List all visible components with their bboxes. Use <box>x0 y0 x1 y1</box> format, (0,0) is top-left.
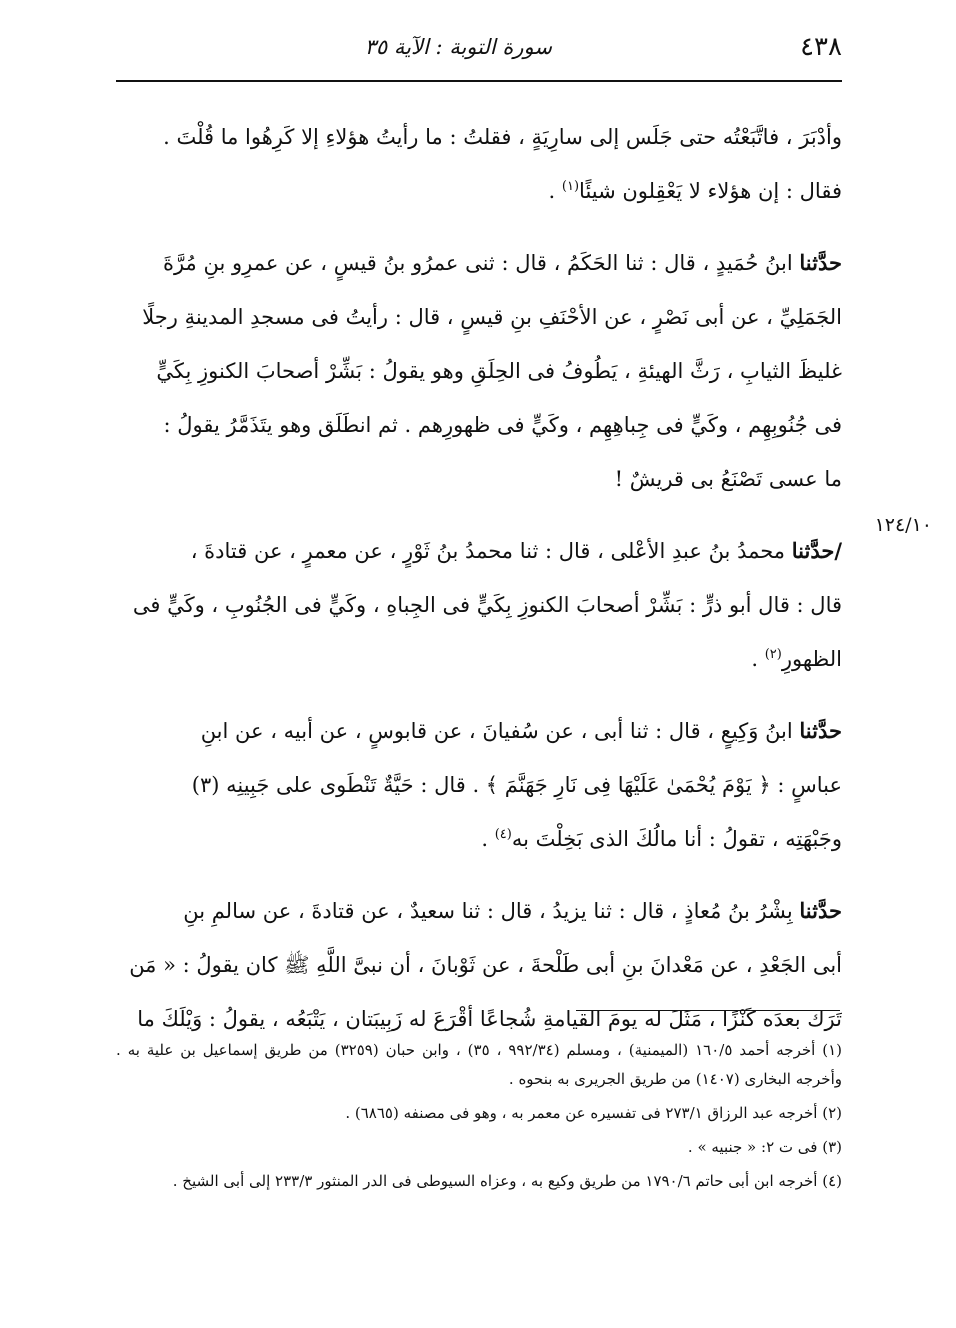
line-text: تَرَك بعدَه كَنْزًا ، مَثَلَ له يومَ القيامةِ شُجاعًا أقْرَعَ له زَبِيبَتان ، يَتْبَعُه ، يقولُ : وَيْلَكَ ما <box>137 1007 842 1031</box>
text-line <box>116 578 842 632</box>
footnote-3: (٣) فى ت ٢: « جنبيه » . <box>687 1138 842 1156</box>
line-text: ابنُ حُمَيدٍ ، قال : ثنا الحَكَمُ ، قال : ثنى عمرُو بنُ قيسٍ ، عن عمرِو بنِ مُرَّةَ <box>162 251 800 275</box>
text-line <box>116 344 842 398</box>
line-text: فى جُنُوبِهِم ، وكَيٍّ فى جِباهِهِم ، وكَيٍّ فى ظهورِهم . ثم انطَلَق وهو يتَذَمَّرُ يقولُ : <box>163 413 842 437</box>
line-text: الظهورِ <box>781 647 842 671</box>
paragraph-lead: /حدَّثنا <box>791 538 842 563</box>
footnote-rule <box>576 1010 840 1011</box>
text-line <box>116 452 842 506</box>
text-line <box>116 398 842 452</box>
paragraph-lead: حدَّثنا <box>799 718 842 743</box>
line-text: عباسٍ : ﴿ يَوْمَ يُحْمَىٰ عَلَيْهَا فِى نَارِ جَهَنَّمَ ﴾ . قال : حَيَّةٌ تَنْطَوى على جَبِينِه (٣) <box>191 773 842 797</box>
line-text: قال : قال أبو ذرٍّ : بَشِّرْ أصحابَ الكنوزِ بِكَيٍّ فى الجِباهِ ، وكَيٍّ فى الجُنُوبِ ، وكَيٍّ فى <box>132 593 842 617</box>
text-line <box>116 290 842 344</box>
paragraph-5 <box>116 884 842 1046</box>
footnote-1: (١) أخرجه أحمد ١٦٠/٥ (الميمنية) ، ومسلم (٩٩٢/٣٤ ، ٣٥) ، وابن حبان (٣٢٥٩) من طريق إسماعيل بن علية به . وأخرجه البخارى (١٤٠٧) من طريق الجريرى به بنحوه . <box>116 1041 842 1088</box>
paragraph-3 <box>116 524 842 686</box>
paragraph-4 <box>116 704 842 866</box>
text-line <box>116 236 842 290</box>
text-line <box>116 164 842 218</box>
paragraph-lead: حدَّثنا <box>799 898 842 923</box>
line-text: وأدْبَرَ ، فاتَّبَعْتُه حتى جَلَس إلى سارِيَةٍ ، فقلتُ : ما رأيتُ هؤلاءِ إلا كَرِهُوا ما قُلْتَ . <box>163 125 842 149</box>
line-text: ما عسى تَصْنَعُ بى قريشٌ ! <box>614 467 842 491</box>
line-text: بِشْرُ بنُ مُعاذٍ ، قال : ثنا يزيدُ ، قال : ثنا سعيدٌ ، عن قتادةَ ، عن سالمِ بنِ <box>183 899 800 923</box>
running-title: سورة التوبة : الآية ٣٥ <box>364 35 552 59</box>
paragraph-1 <box>116 110 842 218</box>
text-line <box>116 758 842 812</box>
line-text: فقال : إن هؤلاء لا يَعْقِلون شيئًا <box>579 179 842 203</box>
line-tail: . <box>751 647 765 671</box>
line-text: أبى الجَعْدِ ، عن مَعْدانَ بنِ أبى طَلْحةَ ، عن ثَوْبانَ ، أن نبىَّ اللَّهِ ﷺ كان يقولُ : « مَن <box>129 953 842 977</box>
line-tail: . <box>548 179 562 203</box>
footnote-2: (٢) أخرجه عبد الرزاق ٢٧٣/١ فى تفسيره عن معمر به ، وهو فى مصنفه (٦٨٦٥) . <box>345 1104 842 1122</box>
text-line <box>116 938 842 992</box>
line-tail: . <box>481 827 495 851</box>
footnote-ref[interactable]: (١) <box>561 179 580 194</box>
text-line <box>116 524 842 578</box>
line-text: الجَمَلِيِّ ، عن أبى نَصْرٍ ، عن الأحْنَفِ بنِ قيسٍ ، قال : رأيتُ فى مسجدِ المدينةِ رجلًا <box>142 305 842 329</box>
line-text: غليظَ الثيابِ ، رَثَّ الهيئةِ ، يَطُوفُ فى الحِلَقِ وهو يقولُ : بَشِّرْ أصحابَ الكنوزِ بِكَيٍّ <box>156 359 842 383</box>
footnote-4: (٤) أخرجه ابن أبى حاتم ١٧٩٠/٦ من طريق وكيع به ، وعزاه السيوطى فى الدر المنثور ٢٣٣/٣ إلى أبى الشيخ . <box>172 1172 842 1190</box>
text-line <box>116 812 842 866</box>
paragraph-lead: حدَّثنا <box>799 250 842 275</box>
page-number: ٤٣٨ <box>800 32 842 62</box>
paragraph-2 <box>116 236 842 506</box>
line-text: ابنُ وَكِيعٍ ، قال : ثنا أبى ، عن سُفيانَ ، عن قابوسٍ ، عن أبيه ، عن ابنِ <box>200 719 800 743</box>
header-rule <box>116 80 842 82</box>
margin-reference: ١٢٤/١٠ <box>874 514 932 536</box>
footnote-ref[interactable]: (٢) <box>764 647 782 662</box>
line-text: محمدُ بنُ عبدِ الأعْلى ، قال : ثنا محمدُ بنُ ثَوْرٍ ، عن معمرٍ ، عن قتادةَ ، <box>190 539 792 563</box>
text-line <box>116 884 842 938</box>
body-text <box>116 110 842 1064</box>
page-header <box>116 28 842 72</box>
line-text: وجَبْهَتِه ، تقولُ : أنا مالُكَ الذى بَخِلْتَ به <box>511 827 842 851</box>
footnote-ref[interactable]: (٤) <box>494 827 512 842</box>
footnotes <box>116 1036 842 1201</box>
text-line <box>116 704 842 758</box>
text-line <box>116 632 842 686</box>
text-line <box>116 110 842 164</box>
